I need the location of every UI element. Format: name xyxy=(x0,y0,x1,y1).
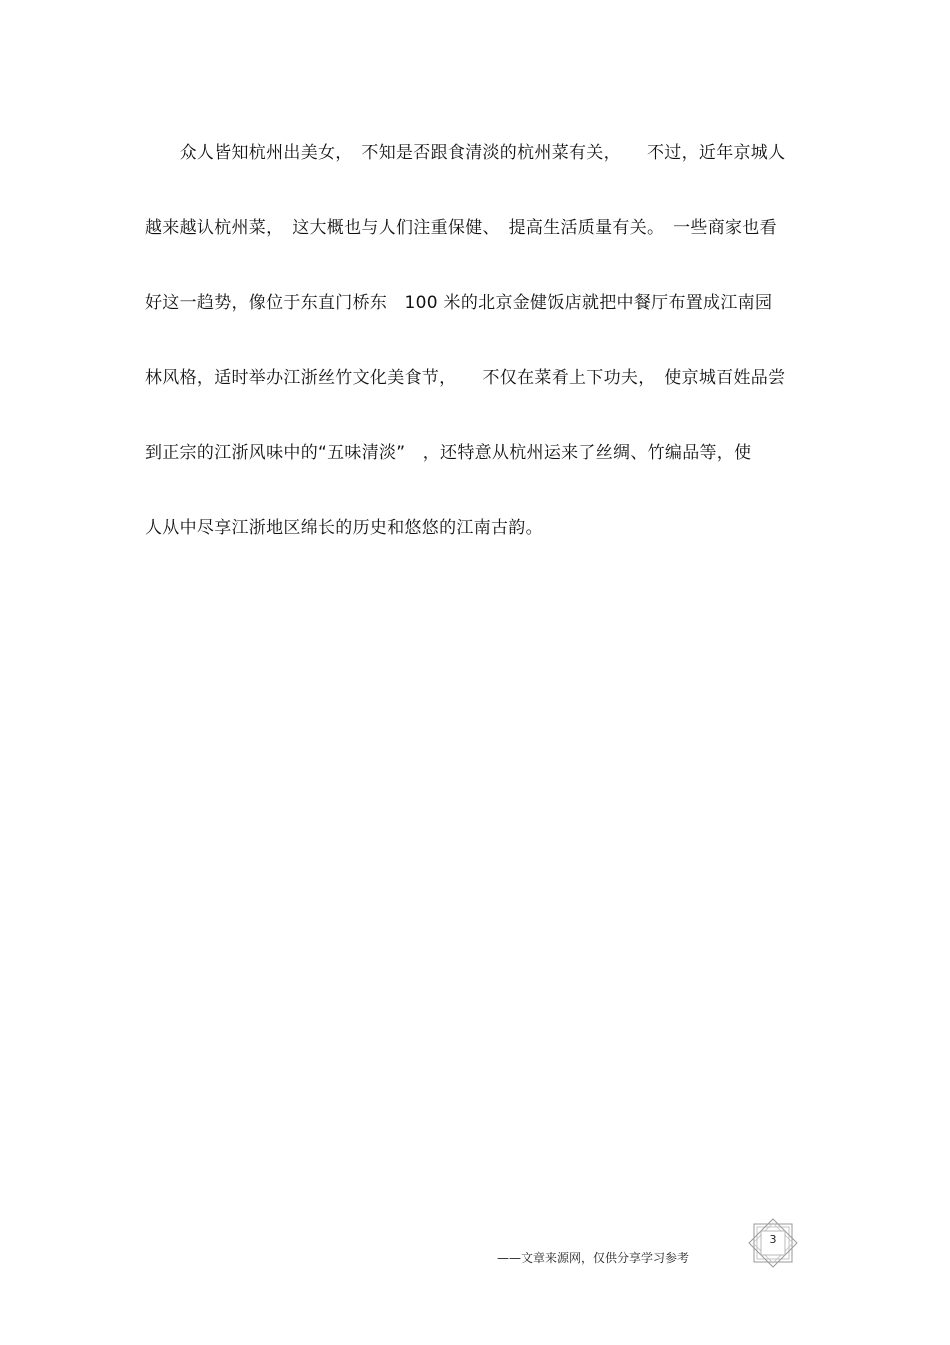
paragraph-line: 好这一趋势，像位于东直门桥东 100 米的北京金健饭店就把中餐厅布置成江南园 xyxy=(145,293,773,313)
paragraph-line: 人从中尽享江浙地区绵长的历史和悠悠的江南古韵。 xyxy=(145,518,543,538)
footer-source-note: ——文章来源网，仅供分享学习参考 xyxy=(497,1251,690,1265)
paragraph-line: 林风格，适时举办江浙丝竹文化美食节， 不仅在菜肴上下功夫， 使京城百姓品尝 xyxy=(145,368,786,388)
paragraph-line: 众人皆知杭州出美女， 不知是否跟食清淡的杭州菜有关， 不过，近年京城人 xyxy=(145,143,786,163)
page-number-badge xyxy=(748,1218,798,1268)
paragraph-line: 到正宗的江浙风味中的“五味清淡” ，还特意从杭州运来了丝绸、竹编品等，使 xyxy=(145,443,752,463)
paragraph-line: 越来越认杭州菜， 这大概也与人们注重保健、 提高生活质量有关。 一些商家也看 xyxy=(145,218,777,238)
page-number: 3 xyxy=(769,1233,777,1246)
